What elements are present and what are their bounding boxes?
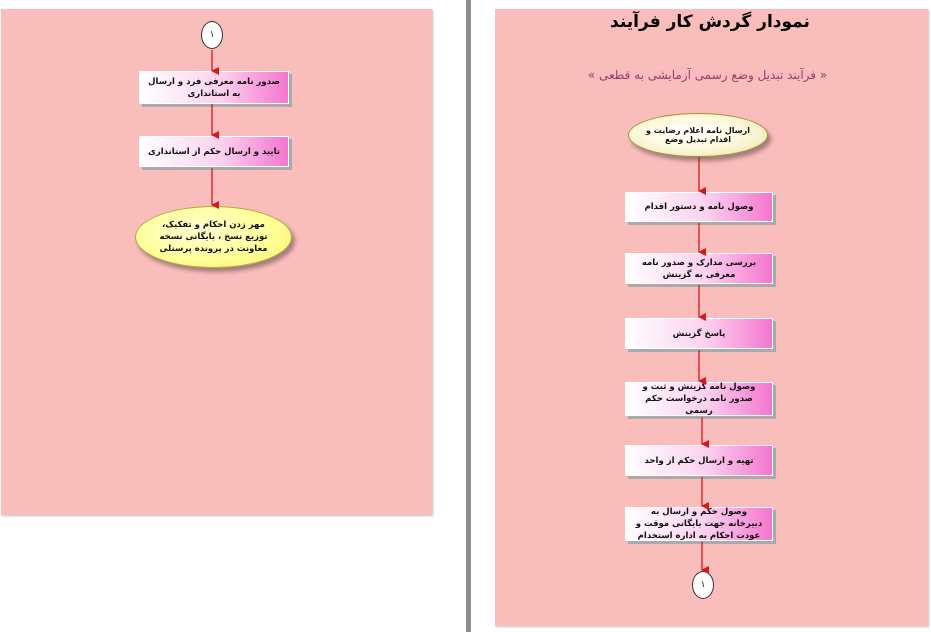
flow-step: وصول حکم و ارسال به دبیرخانه جهت بایگانی موقت و عودت احکام به اداره استخدام <box>625 507 773 541</box>
page-subtitle: « فرآیند تبدیل وضع رسمی آزمایشی به قطعی » <box>587 68 828 82</box>
flow-step: وصول نامه و دستور اقدام <box>625 192 773 222</box>
connector-circle: ١ <box>692 571 714 599</box>
start-oval: ارسال نامه اعلام رضایت و اقدام تبدیل وضع <box>628 113 768 157</box>
flow-step: وصول نامه گزینش و ثبت و صدور نامه درخواست حکم رسمی <box>625 382 773 416</box>
flow-step: تهیه و ارسال حکم از واحد <box>625 445 773 476</box>
page-title: نمودار گردش کار فرآیند <box>610 12 810 32</box>
flow-step: بررسی مدارک و صدور نامه معرفی به گزینش <box>625 253 773 284</box>
flow-step: پاسخ گزینش <box>625 318 773 349</box>
end-oval: مهر زدن احکام و تفکیک، توزیع نسخ ، بایگانی نسخه معاونت در پرونده پرسنلی <box>135 206 292 268</box>
flow-step: تایید و ارسال حکم از استانداری <box>139 136 289 167</box>
flow-step: صدور نامه معرفی فرد و ارسال به استانداری <box>139 71 289 104</box>
connector-circle: ١ <box>201 21 223 49</box>
